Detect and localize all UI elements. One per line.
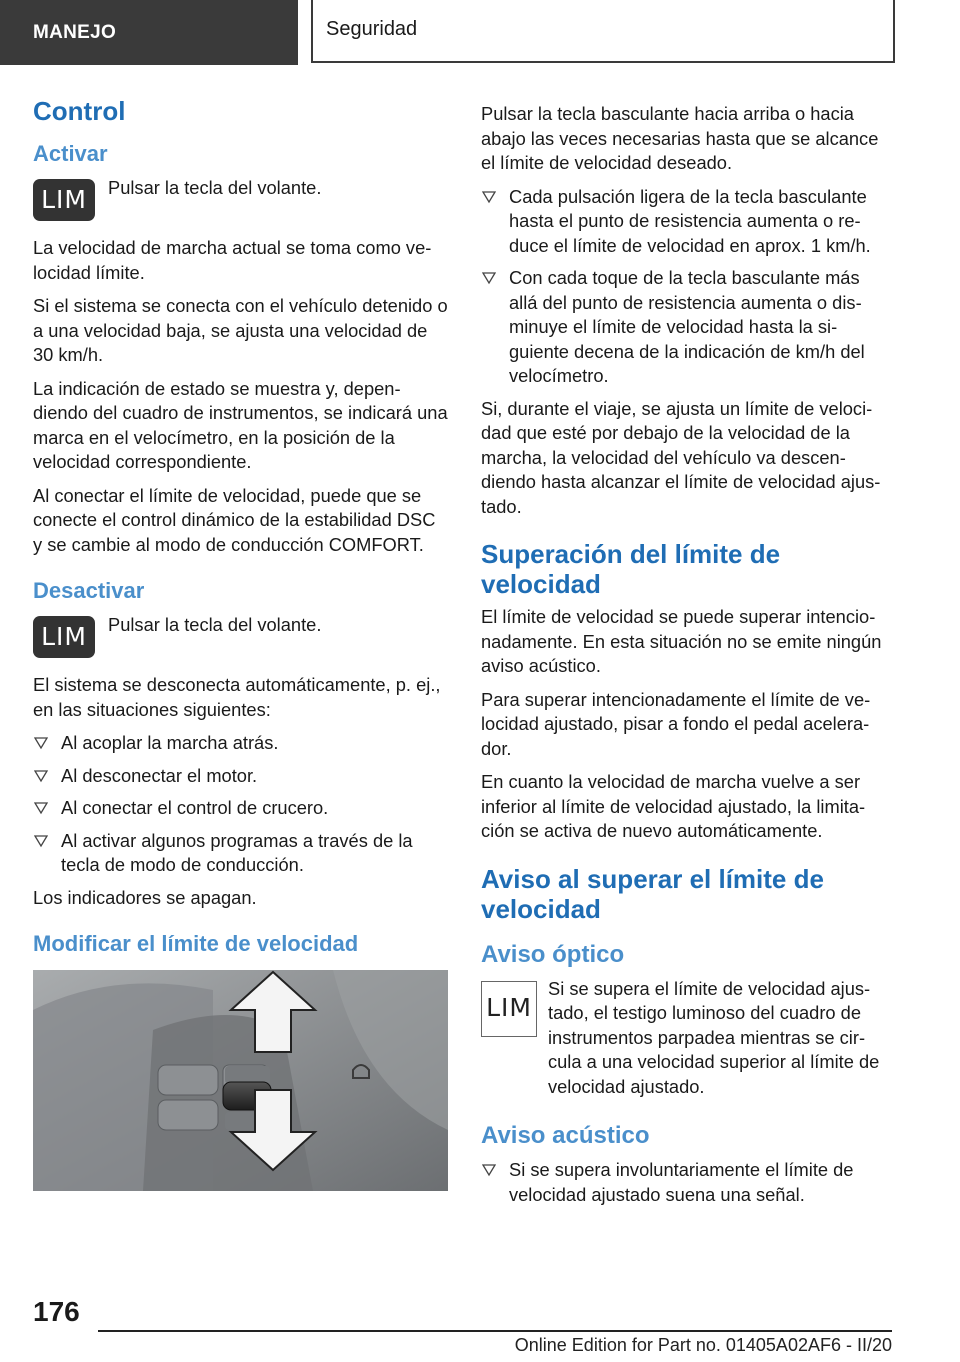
steering-wheel-rocker-illustration — [33, 970, 448, 1191]
section-title-superacion: Superación del límite de velocidad — [481, 539, 781, 599]
triangle-bullet-icon — [34, 769, 48, 783]
list-item: Cada pulsación ligera de la tecla basculante hasta el punto de resistencia aumenta o reduce el límite de velocidad en aprox. 1 km/h. — [481, 185, 891, 259]
section-title-control: Control — [33, 96, 126, 126]
steering-wheel-photo — [33, 970, 448, 1191]
paragraph: Al conectar el límite de velocidad, puede que se conecte el control dinámico de la estabilidad DSC y se cambie al modo de conducción COMFORT. — [33, 484, 436, 555]
activar-instruction — [33, 176, 448, 226]
left-column — [33, 96, 448, 1191]
desactivar-instruction — [33, 613, 448, 663]
list-item: Con cada toque de la tecla basculante más allá del punto de resistencia aumenta o disminuye el límite de velocidad hasta la siguiente decena de la indicación de km/h del velocímetro. — [481, 266, 891, 389]
section-title-aviso: Aviso al superar el límite de velocidad — [481, 863, 824, 924]
desactivar-list — [33, 731, 448, 878]
lim-button-icon: LIM — [33, 179, 95, 221]
paragraph: Los indicadores se apagan. — [33, 886, 257, 908]
triangle-bullet-icon — [34, 736, 48, 750]
triangle-bullet-icon — [34, 834, 48, 848]
triangle-bullet-icon — [482, 190, 496, 204]
page-number: 176 — [33, 1296, 80, 1327]
edition-footer: Online Edition for Part no. 01405A02AF6 - II/20 — [514, 1335, 892, 1355]
list-item: Al activar algunos programas a través de la tecla de modo de conducción. — [33, 829, 448, 878]
acustico-list — [481, 1158, 891, 1207]
aviso-optico-text: Si se supera el límite de velocidad ajustado, el testigo luminoso del cuadro de instrumentos parpadea mientras se circula a una velocidad superior al límite de velocidad ajustado. — [548, 977, 880, 1097]
subheading-modificar: Modificar el límite de velocidad — [33, 931, 359, 956]
section-tab: Seguridad — [311, 0, 895, 63]
list-item: Al conectar el control de crucero. — [33, 796, 448, 821]
list-item: Al acoplar la marcha atrás. — [33, 731, 448, 756]
triangle-bullet-icon — [34, 801, 48, 815]
paragraph: El sistema se desconecta automáticamente, p. ej., en las situaciones siguientes: — [33, 674, 441, 720]
subheading-activar: Activar — [33, 141, 108, 166]
paragraph: En cuanto la velocidad de marcha vuelve a ser inferior al límite de velocidad ajustado, la limitación se activa de nuevo automáticamente. — [481, 771, 866, 841]
list-item: Al desconectar el motor. — [33, 764, 448, 789]
triangle-bullet-icon — [482, 271, 496, 285]
activar-icon-text: Pulsar la tecla del volante. — [108, 177, 322, 198]
subheading-aviso-acustico: Aviso acústico — [481, 1122, 650, 1149]
subheading-aviso-optico: Aviso óptico — [481, 940, 625, 968]
subheading-desactivar: Desactivar — [33, 578, 145, 603]
paragraph: La velocidad de marcha actual se toma como velocidad límite. — [33, 237, 432, 283]
rocker-list — [481, 185, 891, 389]
lim-indicator-light-icon: LIM — [481, 981, 537, 1037]
paragraph: Si, durante el viaje, se ajusta un límite de velocidad que esté por debajo de la velocidad de la marcha, la velocidad del vehículo va descendiendo hasta alcanzar el límite de velocidad ajustado. — [481, 397, 881, 517]
triangle-bullet-icon — [482, 1163, 496, 1177]
right-column — [481, 102, 891, 1215]
paragraph: La indicación de estado se muestra y, dependiendo del cuadro de instrumentos, se indicará una marca en el velocímetro, en la posición de la velocidad correspondiente. — [33, 377, 448, 472]
paragraph: El límite de velocidad se puede superar intencionadamente. En esta situación no se emite ningún aviso acústico. — [481, 606, 882, 676]
paragraph: Si el sistema se conecta con el vehículo detenido o a una velocidad baja, se ajusta una velocidad de 30 km/h. — [33, 295, 448, 365]
paragraph: Para superar intencionadamente el límite de velocidad ajustado, pisar a fondo el pedal acelerador. — [481, 688, 871, 759]
lim-button-icon: LIM — [33, 616, 95, 658]
chapter-tab: MANEJO — [0, 0, 298, 65]
list-item: Si se supera involuntariamente el límite de velocidad ajustado suena una señal. — [481, 1158, 891, 1207]
aviso-optico-block — [481, 977, 891, 1100]
footer-divider — [98, 1330, 892, 1332]
desactivar-icon-text: Pulsar la tecla del volante. — [108, 614, 322, 635]
paragraph: Pulsar la tecla basculante hacia arriba o hacia abajo las veces necesarias hasta que se alcance el límite de velocidad deseado. — [481, 103, 879, 173]
